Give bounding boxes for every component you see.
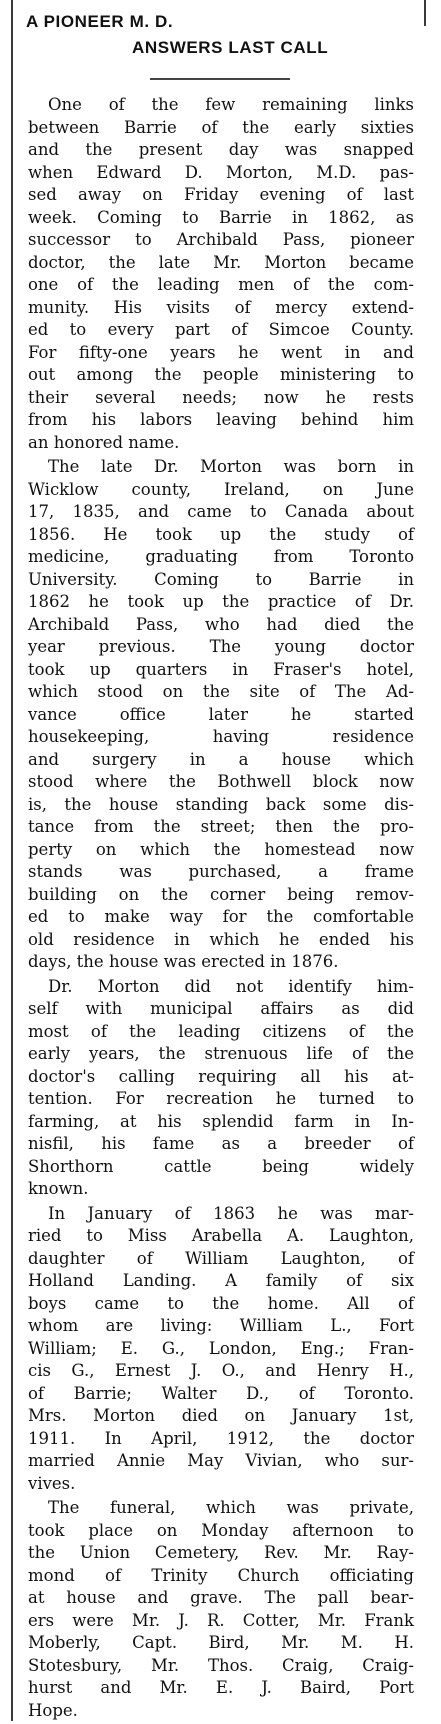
text-line: Wicklow county, Ireland, on June bbox=[28, 479, 414, 499]
text-line: vance office later he started bbox=[28, 704, 414, 724]
text-line: Hope. bbox=[28, 1700, 78, 1720]
text-line: University. Coming to Barrie in bbox=[28, 569, 414, 589]
text-line: building on the corner being remov- bbox=[28, 884, 414, 904]
text-line: cis G., Ernest J. O., and Henry H., bbox=[28, 1361, 414, 1380]
text-line: hurst and Mr. E. J. Baird, Port bbox=[28, 1678, 414, 1697]
article-paragraph bbox=[28, 976, 414, 1201]
text-line: took up quarters in Fraser's hotel, bbox=[28, 659, 414, 679]
text-line: successor to Archibald Pass, pioneer bbox=[28, 230, 414, 249]
text-line: mond of Trinity Church officiating bbox=[28, 1565, 414, 1585]
text-line: ed to make way for the comfortable bbox=[28, 907, 414, 926]
text-line: tention. For recreation he turned to bbox=[28, 1089, 414, 1108]
text-line: nisfil, his fame as a breeder of bbox=[28, 1134, 414, 1153]
article-body bbox=[28, 94, 414, 1724]
text-line: Holland Landing. A family of six bbox=[28, 1271, 414, 1290]
text-line: and the present day was snapped bbox=[28, 140, 414, 159]
text-line: ed to every part of Simcoe County. bbox=[28, 320, 414, 339]
text-line: out among the people ministering to bbox=[28, 365, 414, 384]
text-line: boys came to the home. All of bbox=[28, 1293, 414, 1313]
text-line: Dr. Morton did not identify him- bbox=[48, 976, 414, 996]
text-line: Mrs. Morton died on January 1st, bbox=[28, 1406, 414, 1425]
text-line: most of the leading citizens of the bbox=[28, 1021, 414, 1041]
text-line: when Edward D. Morton, M.D. pas- bbox=[28, 162, 414, 182]
text-line: self with municipal affairs as did bbox=[28, 999, 414, 1018]
text-line: 17, 1835, and came to Canada about bbox=[28, 502, 414, 521]
text-line: whom are living: William L., Fort bbox=[28, 1316, 414, 1335]
article-paragraph bbox=[28, 1497, 414, 1722]
article-paragraph bbox=[28, 94, 414, 454]
text-line: medicine, graduating from Toronto bbox=[28, 547, 414, 566]
text-line: old residence in which he ended his bbox=[28, 929, 414, 949]
text-line: from his labors leaving behind him bbox=[28, 410, 414, 429]
text-line: married Annie May Vivian, who sur- bbox=[28, 1451, 414, 1470]
text-line: early years, the strenuous life of the bbox=[28, 1044, 414, 1063]
text-line: perty on which the homestead now bbox=[28, 839, 414, 859]
headline-line-1: A PIONEER M. D. bbox=[26, 12, 174, 31]
text-line: at house and grave. The pall bear- bbox=[28, 1588, 414, 1607]
text-line: stands was purchased, a frame bbox=[28, 862, 414, 881]
text-line: The late Dr. Morton was born in bbox=[48, 457, 414, 476]
headline bbox=[26, 12, 426, 58]
text-line: Moberly, Capt. Bird, Mr. M. H. bbox=[28, 1633, 414, 1652]
text-line: doctor's calling requiring all his at- bbox=[28, 1066, 414, 1086]
text-line: week. Coming to Barrie in 1862, as bbox=[28, 207, 414, 227]
text-line: which stood on the site of The Ad- bbox=[28, 682, 414, 701]
text-line: daughter of William Laughton, of bbox=[28, 1248, 414, 1268]
text-line: ers were Mr. J. R. Cotter, Mr. Frank bbox=[28, 1610, 414, 1630]
text-line: For fifty-one years he went in and bbox=[28, 342, 414, 362]
text-line: William; E. G., London, Eng.; Fran- bbox=[28, 1338, 414, 1358]
article-paragraph bbox=[28, 1203, 414, 1496]
text-line: days, the house was erected in 1876. bbox=[28, 952, 339, 971]
text-line: of Barrie; Walter D., of Toronto. bbox=[28, 1383, 414, 1403]
text-line: In January of 1863 he was mar- bbox=[48, 1203, 414, 1223]
column-rule-left bbox=[11, 0, 13, 1721]
text-line: The funeral, which was private, bbox=[48, 1498, 414, 1517]
text-line: doctor, the late Mr. Morton became bbox=[28, 252, 414, 272]
headline-line-2: ANSWERS LAST CALL bbox=[132, 38, 329, 57]
text-line: between Barrie of the early sixties bbox=[28, 117, 414, 137]
text-line: Stotesbury, Mr. Thos. Craig, Craig- bbox=[28, 1655, 414, 1675]
text-line: is, the house standing back some dis- bbox=[28, 794, 414, 814]
text-line: year previous. The young doctor bbox=[28, 637, 414, 656]
text-line: took place on Monday afternoon to bbox=[28, 1520, 414, 1540]
text-line: farming, at his splendid farm in In- bbox=[28, 1111, 414, 1131]
text-line: tance from the street; then the pro- bbox=[28, 817, 414, 836]
text-line: stood where the Bothwell block now bbox=[28, 772, 414, 791]
text-line: 1862 he took up the practice of Dr. bbox=[28, 592, 414, 611]
text-line: vives. bbox=[28, 1473, 76, 1493]
headline-divider bbox=[150, 78, 290, 80]
text-line: known. bbox=[28, 1179, 89, 1198]
text-line: their several needs; now he rests bbox=[28, 387, 414, 407]
text-line: ried to Miss Arabella A. Laughton, bbox=[28, 1226, 414, 1245]
text-line: sed away on Friday evening of last bbox=[28, 185, 414, 204]
text-line: the Union Cemetery, Rev. Mr. Ray- bbox=[28, 1543, 414, 1562]
text-line: 1911. In April, 1912, the doctor bbox=[28, 1428, 414, 1448]
text-line: munity. His visits of mercy extend- bbox=[28, 297, 414, 317]
text-line: an honored name. bbox=[28, 432, 180, 452]
text-line: 1856. He took up the study of bbox=[28, 524, 414, 544]
article-paragraph bbox=[28, 456, 414, 974]
text-line: one of the leading men of the com- bbox=[28, 275, 414, 294]
text-line: Archibald Pass, who had died the bbox=[28, 614, 414, 634]
text-line: and surgery in a house which bbox=[28, 749, 414, 769]
text-line: One of the few remaining links bbox=[48, 95, 414, 114]
text-line: Shorthorn cattle being widely bbox=[28, 1156, 414, 1176]
text-line: housekeeping, having residence bbox=[28, 727, 414, 746]
